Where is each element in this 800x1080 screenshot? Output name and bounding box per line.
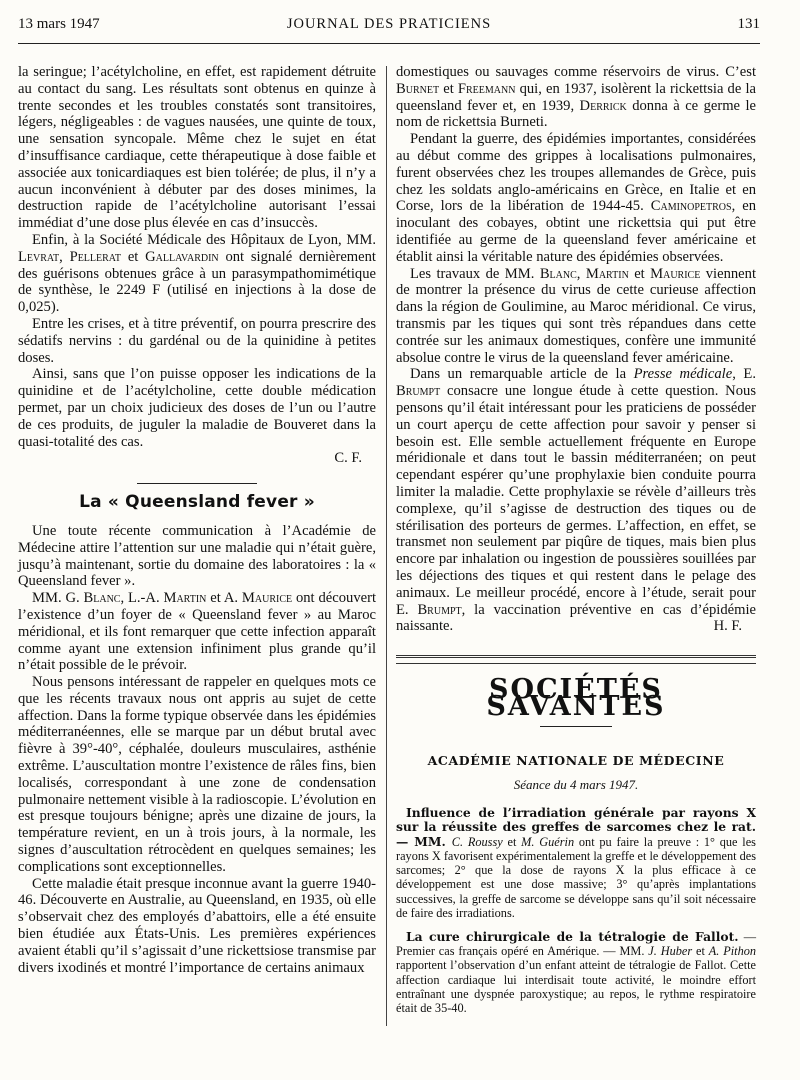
paragraph: Dans un remarquable article de la Presse médicale, E. Brumpt consacre une longue étude à cette question. Nous pensons qu’il était intéressant pour les praticiens de posséder un court aperçu de cette affection pour savoir y penser si besoin est. Elle semble actuellement fréquente en Europe méridionale et dans tout le bassin méditerranéen; on peut cependant espérer qu’une prophylaxie bien conduite pourra limiter la maladie. Cette prophylaxie se révèle d’ailleurs très complexe, qu’il s’agisse de destruction des tiques ou de stérilisation des porteurs de germes. L’affection, en effet, se transmet non seulement par piqûre de tiques, mais bien plus encore par inhalation ou ingestion de poussières souillées par les déjections des tiques et qui restent dans le pelage des animaux. Le meilleur procédé, encore à l’étude, serait pour E. Brumpt, la vaccination préventive en cas d’épidémie naissante. H. F. <box>396 366 756 635</box>
author-name: Brumpt <box>417 601 462 618</box>
author-name: Derrick <box>579 97 627 114</box>
author-name: Levrat <box>18 248 60 265</box>
paragraph: domestiques ou sauvages comme réservoirs de virus. C’est Burnet et Freemann qui, en 1937, isolèrent la rickettsia de la queensland fever et, en 1939, Derrick donna à ce germe le nom de rickettsia Burneti. <box>396 64 756 131</box>
page-number: 131 <box>737 16 760 32</box>
author-name: Blanc <box>539 265 577 282</box>
proceeding-item: Influence de l’irradiation générale par rayons X sur la réussite des greffes de sarcomes chez le rat. — MM. C. Roussy et M. Guérin ont pu faire la preuve : 1° que les rayons X favorisent expérimentalement la greffe et le développement des sarcomes; 2° que la dose de rayons X la plus efficace à ce développement est une dose massive; 3° qu’après implantations successives, la greffe de sarcome se développe sans qu’il soit nécessaire de faire des irradiations. <box>396 805 756 920</box>
paragraph: MM. G. Blanc, L.-A. Martin et A. Maurice ont découvert l’existence d’un foyer de « Queensland fever » au Maroc méridional, et ils font remarquer que cette infection apparaît comme ayant une extension infiniment plus grande qu’il n’était possible de le prévoir. <box>18 590 377 674</box>
author-name: Caminopetros <box>650 198 732 215</box>
paragraph: Ainsi, sans que l’on puisse opposer les indications de la quinidine et de l’acétylcholine, cette double médication permet, par un choix judicieux des doses de l’un ou l’autre de ces produits, de juguler la maladie de Bouveret dans la quasi-totalité des cas. <box>18 366 376 450</box>
article-title: La « Queensland fever » <box>79 492 315 513</box>
author-name: Pellerat <box>69 248 122 265</box>
signature: H. F. <box>713 618 742 635</box>
paragraph: Enfin, à la Société Médicale des Hôpitaux de Lyon, MM. Levrat, Pellerat et Gallavardin ont signalé dernièrement des guérisons obtenues grâce à un parasympathomimétique de synthèse, le 2249 F (utilisé en injections à la dose de 0,025). <box>18 231 376 316</box>
author-name: Martin <box>585 265 629 282</box>
double-rule <box>396 655 756 662</box>
paragraph: Une toute récente communication à l’Académie de Médecine attire l’attention sur une maladie qui n’était guère, jusqu’à maintenant, sortie du domaine des laboratoires : la « Queensland fever ». <box>18 522 376 590</box>
header-rule <box>18 43 760 44</box>
author-name: Maurice <box>241 590 293 607</box>
author-name: Brumpt <box>396 383 441 400</box>
rule <box>396 663 756 664</box>
journal-title: JOURNAL DES PRATICIENS <box>286 16 492 32</box>
author-name: Gallavardin <box>145 248 219 265</box>
page-header <box>18 16 760 40</box>
paragraph: Les travaux de MM. Blanc, Martin et Maurice viennent de montrer la présence du virus de cette curieuse affection dans la région de Goulimine, au Maroc méridional. Ce virus, transmis par les tiques qui sont très répandues dans cette contrée sur les animaux domestiques, confère une immunité absolue contre le virus de la queensland fever américaine. <box>396 265 756 366</box>
paragraph: Cette maladie était presque inconnue avant la guerre 1940-46. Découverte en Australie, au Queensland, en 1935, où elle s’observait chez des employés d’abattoirs, elle a été ensuite bien étudiée aux États-Unis. Les premières expériences avaient établi qu’il s’agissait d’une rickettsiose transmise par divers ixodinés et montré l’importance de certains animaux <box>18 875 376 976</box>
proceeding-item: La cure chirurgicale de la tétralogie de Fallot. — Premier cas français opéré en Amérique. — MM. J. Huber et A. Pithon rapportent l’observation d’un enfant atteint de tétralogie de Fallot. Cette affection cardiaque lui interdisait toute activité, le moindre effort entraînant une dyspnée paroxystique; au repos, le rythme respiratoire était de 35-40. <box>396 928 757 1015</box>
paragraph: Pendant la guerre, des épidémies importantes, considérées au début comme des grippes à localisations pulmonaires, furent observées chez les troupes allemandes de Grèce, puis chez les soldats anglo-américains en Grèce, en Italie et en Corse, lors de la libération de 1944-45. Caminopetros, en inoculant des cobayes, obtint une rickettsia qui put être identifiée au germe de la queensland fever américaine et établit ainsi la véritable nature des épidémies observées. <box>396 131 756 265</box>
signature: C. F. <box>334 450 362 467</box>
author-name: Freemann <box>457 80 516 97</box>
author-name: Maurice <box>650 265 701 282</box>
author-name: Burnet <box>396 80 440 97</box>
right-column <box>396 64 756 1025</box>
paragraph: Entre les crises, et à titre préventif, on pourra prescrire des sédatifs nervins : du gardénal ou de la quinidine à petites doses. <box>18 315 376 366</box>
proceeding-title: Influence de l’irradiation générale par rayons X sur la réussite des greffes de sarcomes chez le rat. — MM. <box>396 805 756 849</box>
author-name: Martin <box>163 590 207 607</box>
academy-heading: ACADÉMIE NATIONALE DE MÉDECINE <box>427 752 725 768</box>
column-divider <box>386 66 387 1026</box>
proceedings <box>396 806 756 1015</box>
section-separator <box>137 483 257 484</box>
proceeding-title: La cure chirurgicale de la tétralogie de Fallot. <box>406 928 739 944</box>
left-column <box>18 64 376 976</box>
paragraph: la seringue; l’acétylcholine, en effet, est rapidement détruite au contact du sang. Les résultats sont obtenus en quinze à trente secondes et les troubles constatés sont transitoires, légers, négligeables : de vagues nausées, une quinte de toux, une sensation syncopale. Même chez le sujet en état d’insuffisance cardiaque, cette thérapeutique à dose faible et associée aux tonicardiaques est bien tolérée; de plus, il n’y a aucun inconvénient à débuter par des doses minimes, la destruction rapide de l’acétylcholine autorisant l’essai immédiat d’une dose plus élevée en cas d’insuccès. <box>18 64 376 232</box>
header-date: 13 mars 1947 <box>18 16 100 32</box>
section-separator <box>540 726 612 727</box>
session-date: Séance du 4 mars 1947. <box>513 777 639 793</box>
author-name: Blanc <box>83 590 121 607</box>
paragraph: Nous pensons intéressant de rappeler en quelques mots ce que les récents travaux nous ont appris au sujet de cette affection. Dans la forme typique observée dans les épidémies méditerranéennes, elle se marque par un début brutal avec fièvre à 39°-40°, céphalée, douleurs musculaires, asthénie extrême. L’auscultation montre l’existence de râles fins, bien localisés, correspondant à une zone de condensation pulmonaire nettement visible à la radioscopie. L’évolution en est presque toujours bénigne; après une dizaine de jours, la température revient, en un à trois jours, à la normale, les signes d’auscultation rétrocèdent en quelques semaines; les complications sont exceptionnelles. <box>18 674 376 875</box>
journal-reference: Presse médicale <box>633 366 733 383</box>
section-title: SOCIÉTÉS SAVANTES <box>486 674 666 722</box>
